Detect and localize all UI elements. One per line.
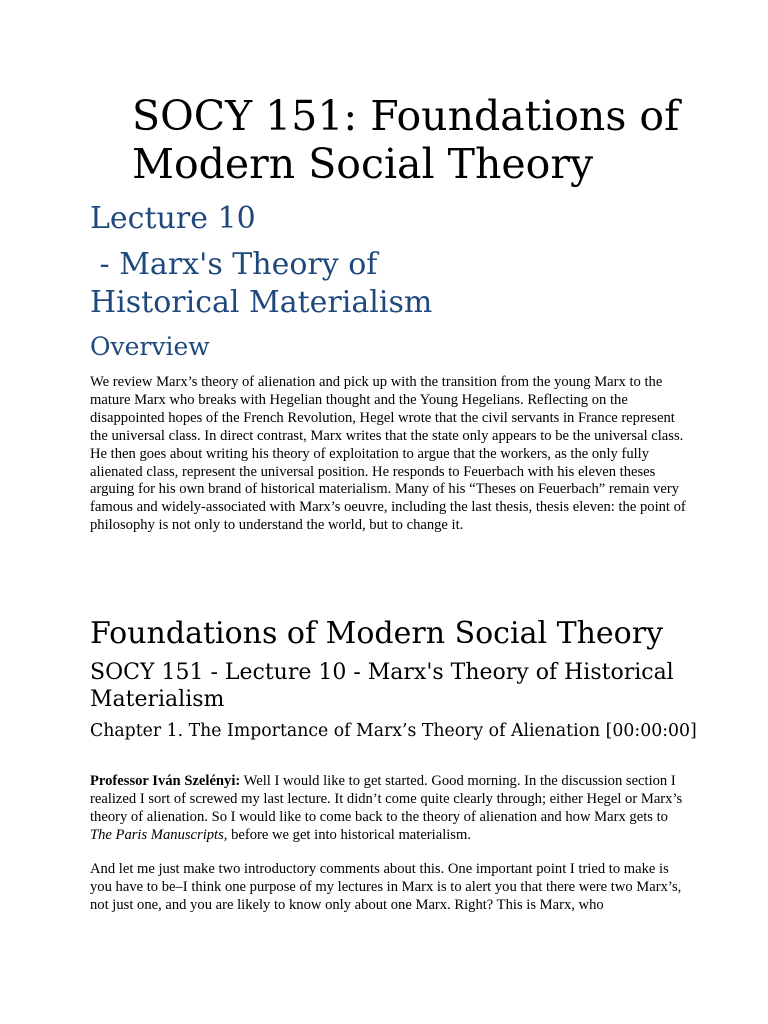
chapter-heading: Chapter 1. The Importance of Marx’s Theory of Alienation [00:00:00] bbox=[90, 721, 697, 741]
overview-paragraph: We review Marx’s theory of alienation and pick up with the transition from the young Marx to the mature Marx who breaks with Hegelian thought and the Young Hegelians. Reflecting on the disappointed hopes of the French Revolution, Hegel wrote that the civil servants in France represent the universal class. In direct contrast, Marx writes that the state only appears to be the universal class. He then goes about writing his theory of exploitation to argue that the workers, as the only fully alienated class, represent the universal position. He responds to Feuerbach with his eleven theses arguing for his own brand of historical materialism. Many of his “Theses on Feuerbach” remain very famous and widely-associated with Marx’s oeuvre, including the last thesis, thesis eleven: the point of philosophy is not only to understand the world, but to change it. bbox=[90, 374, 686, 534]
lecture-number-heading: Lecture 10 bbox=[90, 201, 256, 236]
speaker-name: Professor Iván Szelényi: bbox=[90, 773, 241, 789]
transcript-paragraph-1 bbox=[90, 773, 690, 845]
transcript-subheading: SOCY 151 - Lecture 10 - Marx's Theory of Historical Materialism bbox=[90, 660, 674, 712]
overview-heading: Overview bbox=[90, 332, 210, 361]
lecture-topic-heading-line1: - Marx's Theory of bbox=[90, 247, 378, 282]
book-title: The Paris Manuscripts bbox=[90, 826, 224, 843]
transcript-heading: Foundations of Modern Social Theory bbox=[90, 616, 664, 651]
lecture-topic-heading-line2: Historical Materialism bbox=[90, 285, 433, 320]
document-title: SOCY 151: Foundations of Modern Social Theory bbox=[132, 92, 680, 188]
paragraph-1-text: Well I would like to get started. Good morning. In the discussion section I realized I sort of screwed my last lecture. It didn’t come quite clearly through; either Hegel or Marx’s theory of alienation. So I would like to come back to the theory of alienation and how Marx gets to bbox=[90, 773, 683, 825]
paragraph-1-text-end: , before we get into historical materialism. bbox=[223, 826, 471, 843]
transcript-paragraph-2: And let me just make two introductory comments about this. One important point I tried to make is you have to be–I think one purpose of my lectures in Marx is to alert you that there were two Marx’s, not just one, and you are likely to know only about one Marx. Right? This is Marx, who bbox=[90, 861, 682, 913]
